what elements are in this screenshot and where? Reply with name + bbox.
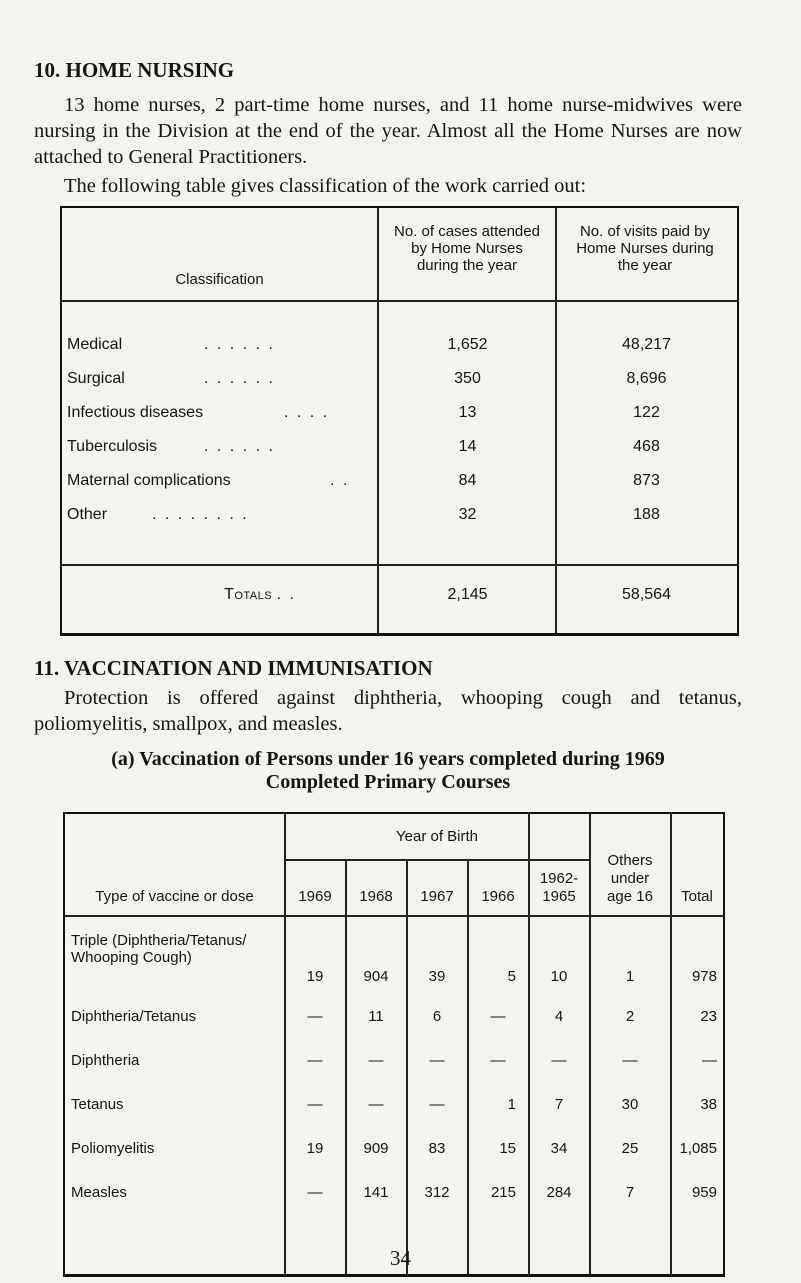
value-1967: 39	[428, 968, 446, 985]
vaccination-subheading: (a) Vaccination of Persons under 16 years completed during 1969 Completed Primary Courses	[111, 748, 665, 793]
visits-value: 468	[633, 438, 660, 455]
visits-value: 8,696	[626, 370, 667, 387]
value-1968: 11	[368, 1008, 384, 1025]
value-1968: 141	[363, 1184, 389, 1201]
header-year: 1969	[298, 888, 332, 905]
value-1962-1965: 284	[546, 1184, 572, 1201]
leader-dots: . . . . . .	[204, 336, 275, 353]
visits-value: 48,217	[622, 336, 671, 353]
value-total: 38	[700, 1096, 717, 1113]
value-others: 30	[621, 1096, 639, 1113]
section-10-paragraph: 13 home nurses, 2 part-time home nurses, and 11 home nurse-midwives were nursing in the Division at the end of the year. Almost all the Home Nurses are now attached to General Practitioners.	[34, 94, 742, 168]
header-year: 1967	[420, 888, 454, 905]
section-11-heading: 11. VACCINATION AND IMMUNISATION	[34, 656, 433, 680]
section-11-paragraph: Protection is offered against diphtheria, whooping cough and tetanus, poliomyelitis, smallpox, and measles.	[34, 687, 742, 735]
cases-value: 13	[458, 404, 477, 421]
totals-visits: 58,564	[622, 586, 671, 603]
leader-dots: . . . .	[284, 404, 330, 421]
row-label: Other	[67, 506, 108, 523]
cases-value: 14	[458, 438, 477, 455]
value-1967: 6	[432, 1008, 442, 1025]
value-total: —	[702, 1052, 717, 1069]
value-1967: —	[429, 1096, 445, 1113]
vaccination-table	[63, 812, 725, 1277]
value-others: —	[622, 1052, 638, 1069]
leader-dots: . . . . . .	[204, 438, 275, 455]
table-row	[62, 472, 737, 502]
header-year: 1968	[359, 888, 393, 905]
row-label: Maternal complications	[67, 472, 231, 489]
value-1968: 909	[363, 1140, 389, 1157]
header-year: 1962- 1965	[539, 870, 579, 905]
value-1962-1965: 10	[550, 968, 568, 985]
value-1962-1965: 4	[554, 1008, 564, 1025]
cases-value: 350	[454, 370, 481, 387]
value-1969: 19	[306, 1140, 324, 1157]
visits-value: 122	[633, 404, 660, 421]
section-10-table-intro: The following table gives classification of the work carried out:	[64, 175, 587, 197]
value-1968: —	[368, 1096, 384, 1113]
totals-row	[62, 586, 737, 616]
value-others: 7	[625, 1184, 635, 1201]
value-others: 1	[625, 968, 635, 985]
row-label: Tuberculosis	[67, 438, 158, 455]
row-label: Surgical	[67, 370, 125, 387]
leader-dots: . . . . . .	[204, 370, 275, 387]
value-total: 1,085	[679, 1140, 717, 1157]
value-1968: —	[368, 1052, 384, 1069]
value-1967: 312	[424, 1184, 450, 1201]
cases-value: 1,652	[447, 336, 488, 353]
value-1969: —	[307, 1096, 323, 1113]
header-type: Type of vaccine or dose	[95, 888, 254, 905]
row-label: Diphtheria/Tetanus	[71, 1008, 197, 1025]
value-1969: —	[307, 1184, 323, 1201]
value-others: 25	[621, 1140, 639, 1157]
visits-value: 873	[633, 472, 660, 489]
section-10-heading: 10. HOME NURSING	[34, 58, 235, 82]
value-1967: —	[429, 1052, 445, 1069]
row-label: Poliomyelitis	[71, 1140, 155, 1157]
value-1962-1965: 34	[550, 1140, 568, 1157]
value-1968: 904	[363, 968, 389, 985]
row-label: Medical	[67, 336, 123, 353]
page-number: 34	[390, 1246, 411, 1270]
row-label: Measles	[71, 1184, 127, 1201]
header-classification: Classification	[175, 271, 264, 288]
leader-dots: . . . . . . . .	[152, 506, 249, 523]
value-total: 959	[691, 1184, 717, 1201]
table-row	[62, 438, 737, 468]
row-label: Diphtheria	[71, 1052, 140, 1069]
value-1966: 15	[499, 1140, 516, 1157]
value-1966: 215	[490, 1184, 516, 1201]
header-visits: No. of visits paid by Home Nurses during the year	[576, 223, 714, 274]
cases-value: 32	[458, 506, 477, 523]
value-1966: 5	[507, 968, 516, 985]
header-others: Others under age 16	[607, 852, 653, 905]
header-cases: No. of cases attended by Home Nurses during the year	[394, 223, 540, 274]
visits-value: 188	[633, 506, 660, 523]
home-nursing-table	[60, 206, 739, 636]
value-total: 978	[691, 968, 717, 985]
value-1969: —	[307, 1008, 323, 1025]
value-1966: —	[490, 1008, 506, 1025]
row-label: Infectious diseases	[67, 404, 204, 421]
table-row	[62, 506, 737, 536]
table-row	[62, 404, 737, 434]
value-total: 23	[700, 1008, 717, 1025]
value-1966: —	[490, 1052, 506, 1069]
totals-cases: 2,145	[447, 586, 488, 603]
value-1966: 1	[507, 1096, 516, 1113]
table-row	[62, 336, 737, 366]
table-row	[62, 370, 737, 400]
header-year-of-birth: Year of Birth	[396, 828, 478, 845]
value-1969: 19	[306, 968, 324, 985]
value-1969: —	[307, 1052, 323, 1069]
leader-dots: . .	[330, 472, 350, 489]
value-1962-1965: —	[551, 1052, 567, 1069]
header-year: 1966	[481, 888, 515, 905]
row-label: Triple (Diphtheria/Tetanus/ Whooping Cough)	[71, 932, 247, 966]
value-1962-1965: 7	[554, 1096, 564, 1113]
header-total: Total	[681, 888, 713, 905]
totals-label: Totals . .	[224, 586, 296, 603]
row-label: Tetanus	[71, 1096, 124, 1113]
value-1967: 83	[428, 1140, 446, 1157]
value-others: 2	[625, 1008, 635, 1025]
cases-value: 84	[458, 472, 477, 489]
